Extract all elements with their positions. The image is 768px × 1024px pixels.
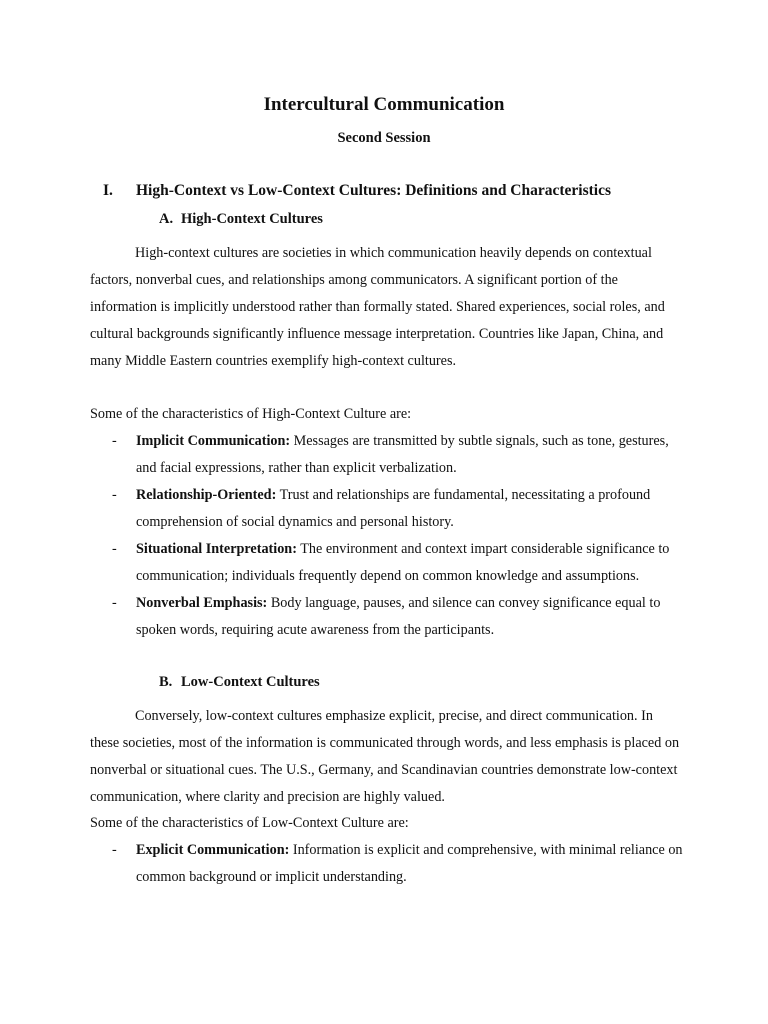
document-subtitle: Second Session (337, 130, 431, 146)
paragraph-text: High-context cultures are societies in which communication heavily depends on contextual factors, nonverbal cues, and relationships among communicators. A significant portion of the information is implicitly understood rather than formally stated. Shared experiences, social roles, and cultural backgrounds significantly influence message interpretation. Countries like Japan, China, and many Middle Eastern countries exemplify high-context cultures. (90, 245, 665, 369)
subsection-heading-low-context (159, 672, 320, 692)
bullet-marker: - (112, 487, 117, 503)
list-item (90, 482, 690, 536)
section-heading (103, 180, 611, 202)
bullet-term: Relationship-Oriented: (136, 487, 277, 503)
subsection-heading-text: Low-Context Cultures (181, 674, 320, 690)
bullet-text: Messages are transmitted by subtle signals, such as tone, gestures, and facial expressions, rather than explicit verbalization. (136, 433, 669, 476)
document-title: Intercultural Communication (263, 94, 505, 115)
bullet-marker: - (112, 842, 117, 858)
paragraph-low-context (90, 703, 680, 811)
bullet-list-low-context (90, 837, 690, 891)
bullet-text: The environment and context impart considerable significance to communication; individuals frequently depend on common knowledge and assumptions. (136, 541, 670, 584)
paragraph-high-context (90, 240, 680, 375)
subsection-heading-high-context (159, 209, 323, 229)
paragraph-text: Conversely, low-context cultures emphasize explicit, precise, and direct communication. In these societies, most of the information is communicated through words, and less emphasis is placed on nonverbal or situational cues. The U.S., Germany, and Scandinavian countries demonstrate low-context communication, where clarity and precision are highly valued. (90, 708, 680, 805)
section-heading-text: High-Context vs Low-Context Cultures: Definitions and Characteristics (136, 182, 612, 199)
bullet-marker: - (112, 433, 117, 449)
subsection-letter: A. (159, 211, 174, 227)
bullet-term: Implicit Communication: (136, 433, 291, 449)
characteristics-intro-low-context: Some of the characteristics of Low-Context Culture are: (90, 815, 409, 831)
bullet-term: Situational Interpretation: (136, 541, 297, 557)
bullet-term: Nonverbal Emphasis: (136, 595, 268, 611)
bullet-term: Explicit Communication: (136, 842, 290, 858)
bullet-marker: - (112, 595, 117, 611)
section-number: I. (103, 182, 113, 199)
bullet-text: Trust and relationships are fundamental, necessitating a profound comprehension of social dynamics and personal history. (136, 487, 651, 530)
list-item (90, 837, 690, 891)
characteristics-intro-high-context: Some of the characteristics of High-Context Culture are: (90, 406, 412, 422)
subsection-letter: B. (159, 674, 173, 690)
list-item (90, 536, 690, 590)
bullet-text: Body language, pauses, and silence can convey significance equal to spoken words, requiring acute awareness from the participants. (136, 595, 661, 638)
list-item (90, 590, 690, 644)
bullet-text: Information is explicit and comprehensive, with minimal reliance on common background or implicit understanding. (136, 842, 683, 885)
bullet-list-high-context (90, 428, 690, 644)
list-item (90, 428, 690, 482)
bullet-marker: - (112, 541, 117, 557)
subsection-heading-text: High-Context Cultures (181, 211, 323, 227)
